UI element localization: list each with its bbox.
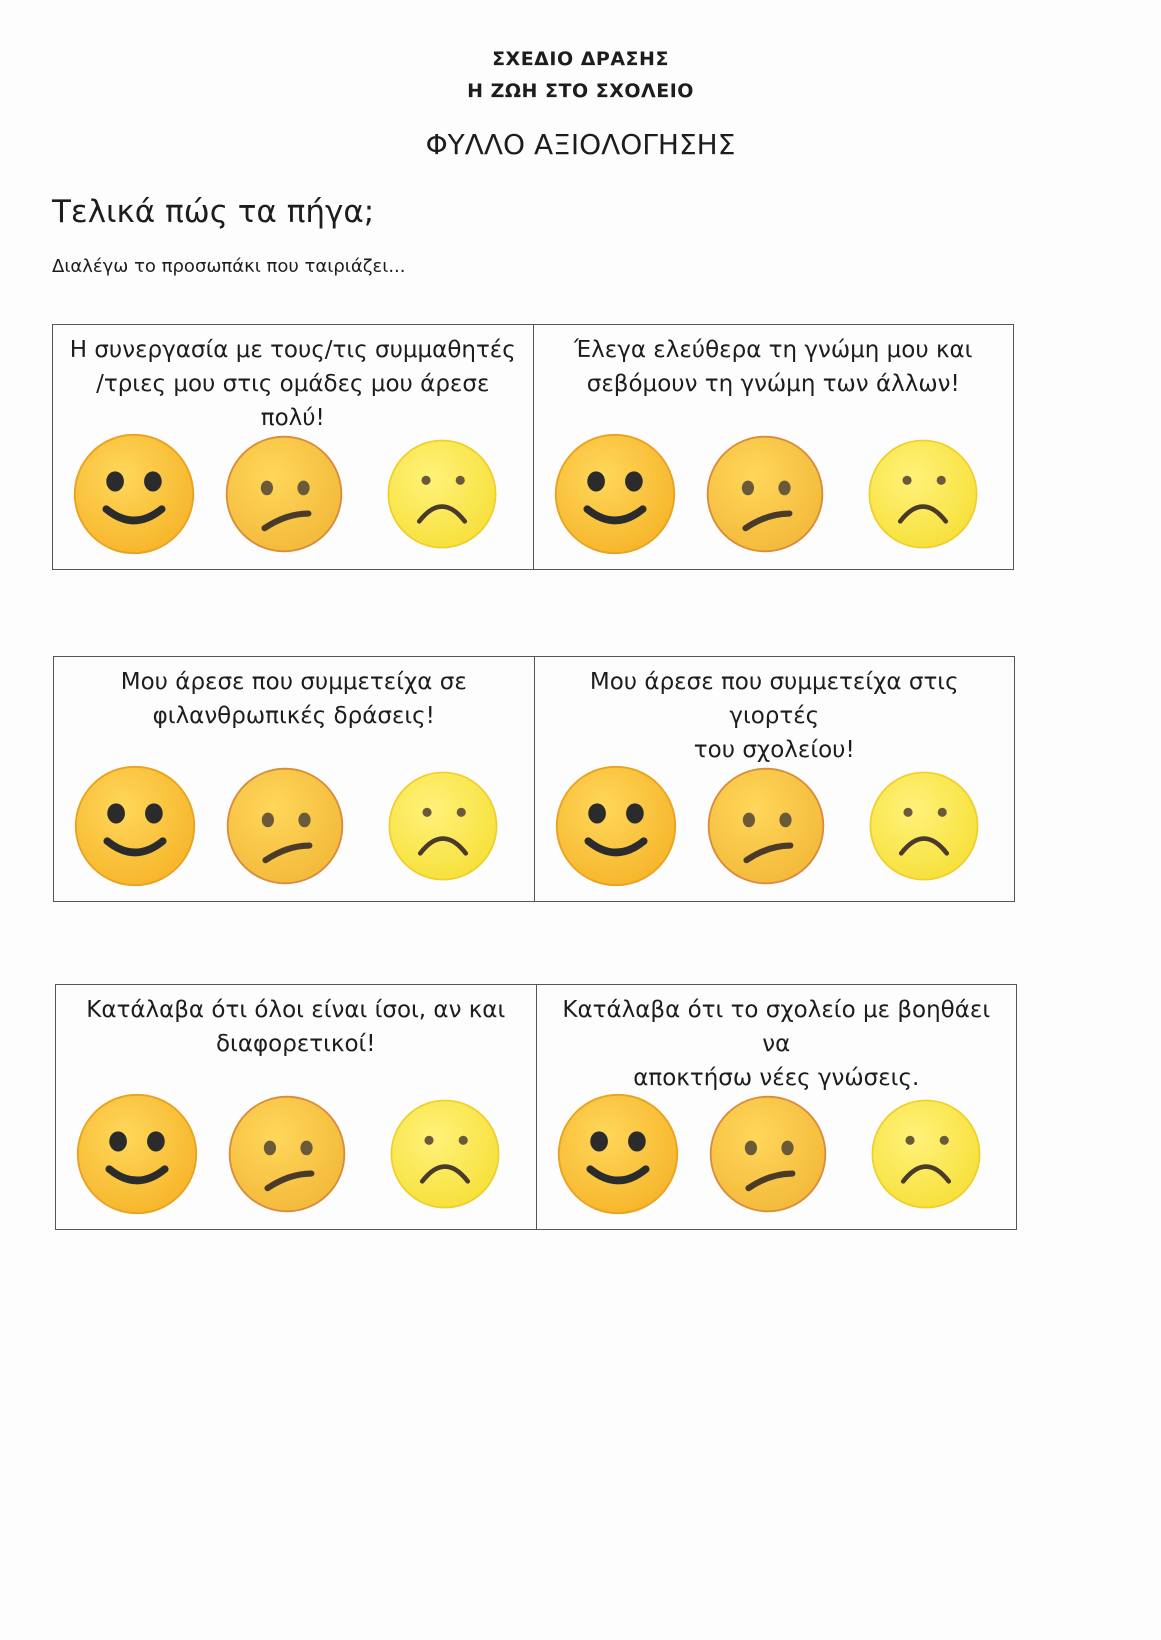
statement-line: Μου άρεσε που συμμετείχα σε bbox=[120, 669, 467, 695]
happy-face-icon[interactable] bbox=[72, 763, 198, 889]
evaluation-cell bbox=[53, 325, 533, 569]
sad-face-icon[interactable] bbox=[866, 437, 980, 551]
statement-text bbox=[534, 333, 1014, 401]
statement-text bbox=[56, 993, 536, 1061]
face-options bbox=[74, 1089, 518, 1219]
statement-line: /τριες μου στις ομάδες μου άρεσε πολύ! bbox=[96, 371, 490, 431]
neutral-face-icon[interactable] bbox=[707, 1093, 829, 1215]
statement-text bbox=[535, 665, 1015, 767]
sad-face-icon[interactable] bbox=[869, 1097, 983, 1211]
statement-line: φιλανθρωπικές δράσεις! bbox=[152, 703, 435, 729]
statement-text bbox=[53, 333, 533, 435]
statement-line: Έλεγα ελεύθερα τη γνώμη μου και bbox=[574, 337, 973, 363]
evaluation-row-1 bbox=[52, 324, 1014, 570]
sad-face-icon[interactable] bbox=[386, 769, 500, 883]
header-line-2: Η ΖΩΗ ΣΤΟ ΣΧΟΛΕΙΟ bbox=[467, 80, 694, 102]
face-options bbox=[555, 1089, 999, 1219]
face-options bbox=[72, 761, 516, 891]
statement-line: Κατάλαβα ότι το σχολείο με βοηθάει να bbox=[562, 997, 991, 1057]
statement-line: αποκτήσω νέες γνώσεις. bbox=[633, 1065, 920, 1091]
neutral-face-icon[interactable] bbox=[224, 765, 346, 887]
statement-line: Κατάλαβα ότι όλοι είναι ίσοι, αν και bbox=[86, 997, 506, 1023]
sad-face-icon[interactable] bbox=[388, 1097, 502, 1211]
evaluation-cell bbox=[54, 657, 534, 901]
evaluation-cell bbox=[56, 985, 536, 1229]
statement-text bbox=[537, 993, 1017, 1095]
neutral-face-icon[interactable] bbox=[226, 1093, 348, 1215]
face-options bbox=[553, 761, 997, 891]
question-heading: Τελικά πώς τα πήγα; bbox=[52, 194, 375, 230]
sad-face-icon[interactable] bbox=[867, 769, 981, 883]
happy-face-icon[interactable] bbox=[74, 1091, 200, 1217]
happy-face-icon[interactable] bbox=[555, 1091, 681, 1217]
sad-face-icon[interactable] bbox=[385, 437, 499, 551]
header-line-1: ΣΧΕΔΙΟ ΔΡΑΣΗΣ bbox=[492, 48, 669, 70]
evaluation-cell bbox=[534, 657, 1015, 901]
statement-line: Η συνεργασία με τους/τις συμμαθητές bbox=[69, 337, 516, 363]
evaluation-row-2 bbox=[53, 656, 1015, 902]
evaluation-row-3 bbox=[55, 984, 1017, 1230]
happy-face-icon[interactable] bbox=[552, 431, 678, 557]
neutral-face-icon[interactable] bbox=[704, 433, 826, 555]
evaluation-cell bbox=[533, 325, 1014, 569]
evaluation-cell bbox=[536, 985, 1017, 1229]
neutral-face-icon[interactable] bbox=[223, 433, 345, 555]
happy-face-icon[interactable] bbox=[71, 431, 197, 557]
face-options bbox=[71, 429, 515, 559]
happy-face-icon[interactable] bbox=[553, 763, 679, 889]
statement-line: του σχολείου! bbox=[693, 737, 855, 763]
sheet-title: ΦΥΛΛΟ ΑΞΙΟΛΟΓΗΣΗΣ bbox=[425, 128, 736, 161]
neutral-face-icon[interactable] bbox=[705, 765, 827, 887]
statement-line: σεβόμουν τη γνώμη των άλλων! bbox=[586, 371, 960, 397]
instruction-text: Διαλέγω το προσωπάκι που ταιριάζει... bbox=[52, 256, 406, 277]
statement-line: διαφορετικοί! bbox=[215, 1031, 376, 1057]
statement-line: Μου άρεσε που συμμετείχα στις γιορτές bbox=[589, 669, 959, 729]
face-options bbox=[552, 429, 996, 559]
statement-text bbox=[54, 665, 534, 733]
